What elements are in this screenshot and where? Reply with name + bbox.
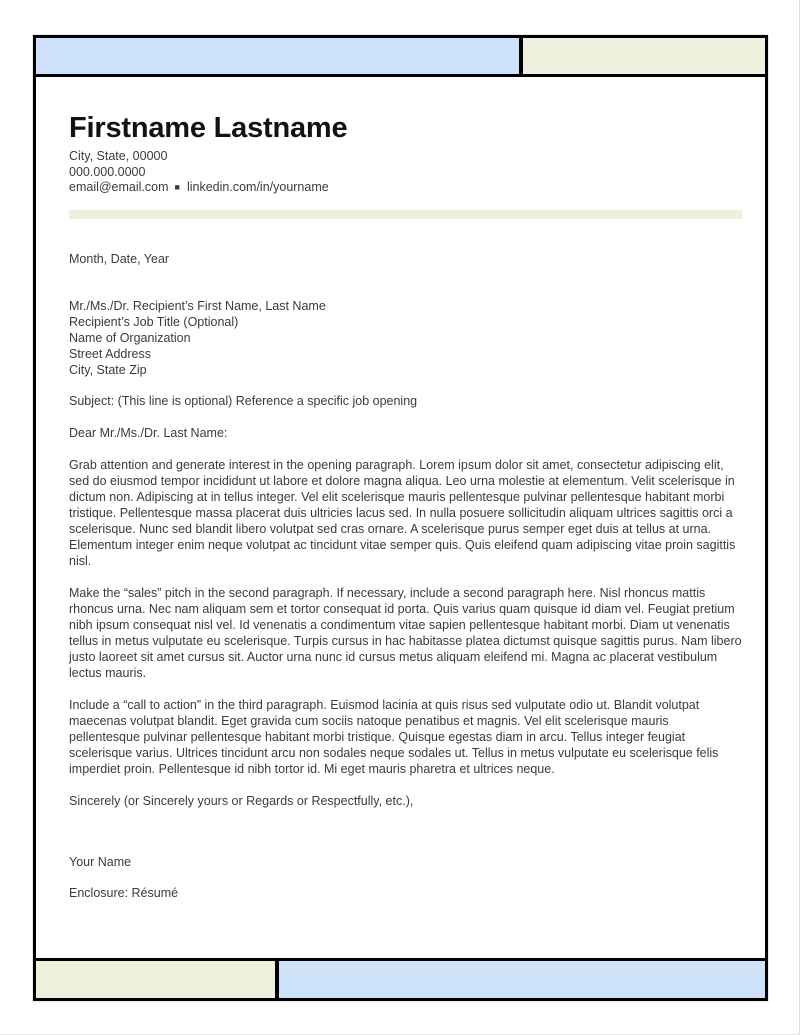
recipient-title-line: Recipient’s Job Title (Optional): [69, 314, 239, 329]
top-olive-bar: [523, 38, 765, 74]
top-blue-bar: [36, 38, 523, 74]
sales-pitch-paragraph: Make the “sales” pitch in the second paragraph. If necessary, include a second paragraph here. Nisl rhoncus mattis rhoncus urna. Nec nam aliquam sem et tortor consequat id porta. Quis varius quam quisque id diam vel. Feugiat pretium nibh ipsum consequat nisl vel. Id venenatis a condimentum vitae sapien pellentesque habitant morbi. Diam ut venenatis tellus in metus vulputate eu scelerisque. Turpis cursus in hac habitasse platea dictumst quisque sagittis purus. Nam libero justo laoreet sit amet cursus sit. Auctor urna nunc id cursus metus aliquam eleifend mi. Magna ac placerat vestibulum lectus mauris.: [69, 585, 742, 680]
recipient-city-line: City, State Zip: [69, 362, 147, 377]
salutation: Dear Mr./Ms./Dr. Last Name:: [69, 425, 228, 440]
contact-links-line: [69, 180, 742, 196]
contact-location: City, State, 00000: [69, 149, 168, 163]
bottom-decorative-bars: [36, 958, 765, 998]
cover-letter-page: [33, 35, 768, 1001]
recipient-street-line: Street Address: [69, 346, 151, 361]
bottom-blue-bar: [279, 961, 765, 998]
olive-divider-bar: [69, 210, 742, 219]
contact-linkedin: linkedin.com/in/yourname: [186, 180, 329, 194]
call-to-action-paragraph: Include a “call to action” in the third paragraph. Euismod lacinia at quis risus sed vulputate odio ut. Blandit volutpat maecenas volutpat blandit. Eget gravida cum sociis natoque penatibus et magnis. Vel elit scelerisque mauris pellentesque pulvinar pellentesque habitant morbi tristique. Quisque egestas diam in arcu. Tellus integer feugiat scelerisque varius. Ultrices tincidunt arcu non sodales neque sodales ut. Tellus in metus vulputate eu scelerisque felis imperdiet proin. Pellentesque id nibh tortor id. Mi eget mauris pharetra et ultrices neque.: [69, 697, 719, 776]
contact-phone: 000.000.0000: [69, 164, 146, 179]
letter-content: [36, 112, 765, 901]
top-decorative-bars: [36, 38, 765, 77]
enclosure-line: Enclosure: Résumé: [69, 885, 179, 900]
applicant-name: Firstname Lastname: [69, 112, 348, 144]
contact-email: email@email.com: [69, 180, 169, 194]
signature-name: Your Name: [69, 854, 132, 869]
square-bullet-icon: ■: [174, 182, 180, 192]
contact-block: [69, 149, 742, 196]
recipient-organization-line: Name of Organization: [69, 330, 191, 345]
closing-line: Sincerely (or Sincerely yours or Regards or Respectfully, etc.),: [69, 793, 414, 808]
letter-date: Month, Date, Year: [69, 251, 170, 266]
recipient-name-line: Mr./Ms./Dr. Recipient’s First Name, Last Name: [69, 298, 326, 313]
bottom-olive-bar: [36, 961, 279, 998]
opening-paragraph: Grab attention and generate interest in the opening paragraph. Lorem ipsum dolor sit amet, consectetur adipiscing elit, sed do eiusmod tempor incididunt ut labore et dolore magna aliqua. Leo urna molestie at elementum. Velit scelerisque in dictum non. Adipiscing at in tellus integer. Vel elit scelerisque mauris pellentesque pulvinar pellentesque habitant morbi tristique. Pellentesque massa placerat duis ultricies lacus sed. In nulla posuere sollicitudin aliquam ultrices sagittis orci a scelerisque. Nunc sed blandit libero volutpat sed cras ornare. A scelerisque purus semper eget duis at tellus at urna. Elementum integer enim neque volutpat ac tincidunt vitae semper quis. Quis eleifend quam adipiscing vitae proin sagittis nisl.: [69, 457, 736, 568]
subject-line: Subject: (This line is optional) Reference a specific job opening: [69, 393, 418, 408]
recipient-block: [69, 298, 742, 378]
